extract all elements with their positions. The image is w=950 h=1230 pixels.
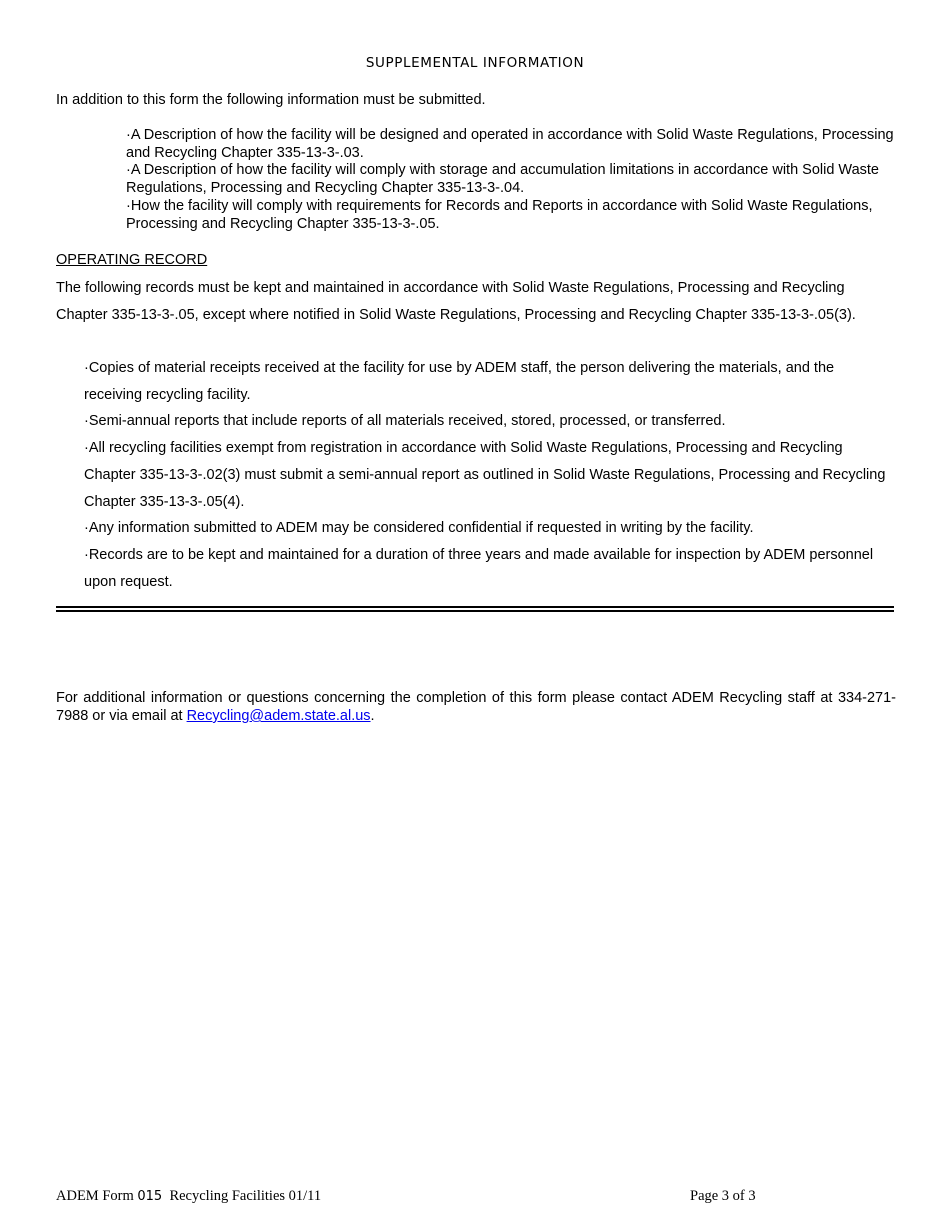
footer-page-number: Page 3 of 3 xyxy=(690,1188,756,1204)
operating-record-item-semiannual: ·Semi-annual reports that include reports of all materials received, stored, processed, or transferred. xyxy=(84,413,726,430)
operating-record-title: OPERATING RECORD xyxy=(56,252,208,268)
operating-record-item-exempt: ·All recycling facilities exempt from registration in accordance with Solid Waste Regulations, Processing and Recycling Chapter 335-13-3-.02(3) must submit a semi-annual report as outlined in Solid Waste Regulations, Processing and Recycling Chapter 335-13-3-.05(4). xyxy=(84,440,886,510)
operating-record-list xyxy=(84,355,896,595)
footer-form-prefix: ADEM Form xyxy=(56,1188,138,1204)
operating-record-item-retention: ·Records are to be kept and maintained for a duration of three years and made available for inspection by ADEM personnel upon request. xyxy=(84,546,874,590)
footer-form-number: 015 xyxy=(137,1189,163,1204)
supplemental-item-records: ·How the facility will comply with requirements for Records and Reports in accordance with Solid Waste Regulations, Processing and Recycling Chapter 335-13-3-.05. xyxy=(126,197,873,232)
operating-record-item-receipts: ·Copies of material receipts received at the facility for use by ADEM staff, the person delivering the materials, and the receiving recycling facility. xyxy=(84,360,835,403)
supplemental-list xyxy=(126,127,896,233)
contact-email-link[interactable]: Recycling@adem.state.al.us xyxy=(186,708,371,724)
contact-paragraph xyxy=(56,689,896,725)
footer-form-info xyxy=(56,1188,321,1205)
page-heading: SUPPLEMENTAL INFORMATION xyxy=(365,55,585,71)
footer-form-suffix: Recycling Facilities 01/11 xyxy=(162,1188,322,1204)
operating-record-body: The following records must be kept and maintained in accordance with Solid Waste Regulations, Processing and Recycling Chapter 335-13-3-.05, except where notified in Solid Waste Regulations, Processing and Recycling Chapter 335-13-3-.05(3). xyxy=(56,280,856,323)
intro-text: In addition to this form the following information must be submitted. xyxy=(56,92,486,108)
contact-period: . xyxy=(370,708,375,724)
operating-record-item-confidential: ·Any information submitted to ADEM may be considered confidential if requested in writing by the facility. xyxy=(84,520,754,537)
supplemental-item-design: ·A Description of how the facility will be designed and operated in accordance with Solid Waste Regulations, Processing and Recycling Chapter 335-13-3-.03. xyxy=(126,127,894,161)
section-divider xyxy=(56,606,894,612)
supplemental-item-storage: ·A Description of how the facility will comply with storage and accumulation limitations in accordance with Solid Waste Regulations, Processing and Recycling Chapter 335-13-3-.04. xyxy=(126,162,879,197)
contact-text: For additional information or questions concerning the completion of this form please contact ADEM Recycling staff at 334-271-7988 or via email at xyxy=(56,690,896,724)
